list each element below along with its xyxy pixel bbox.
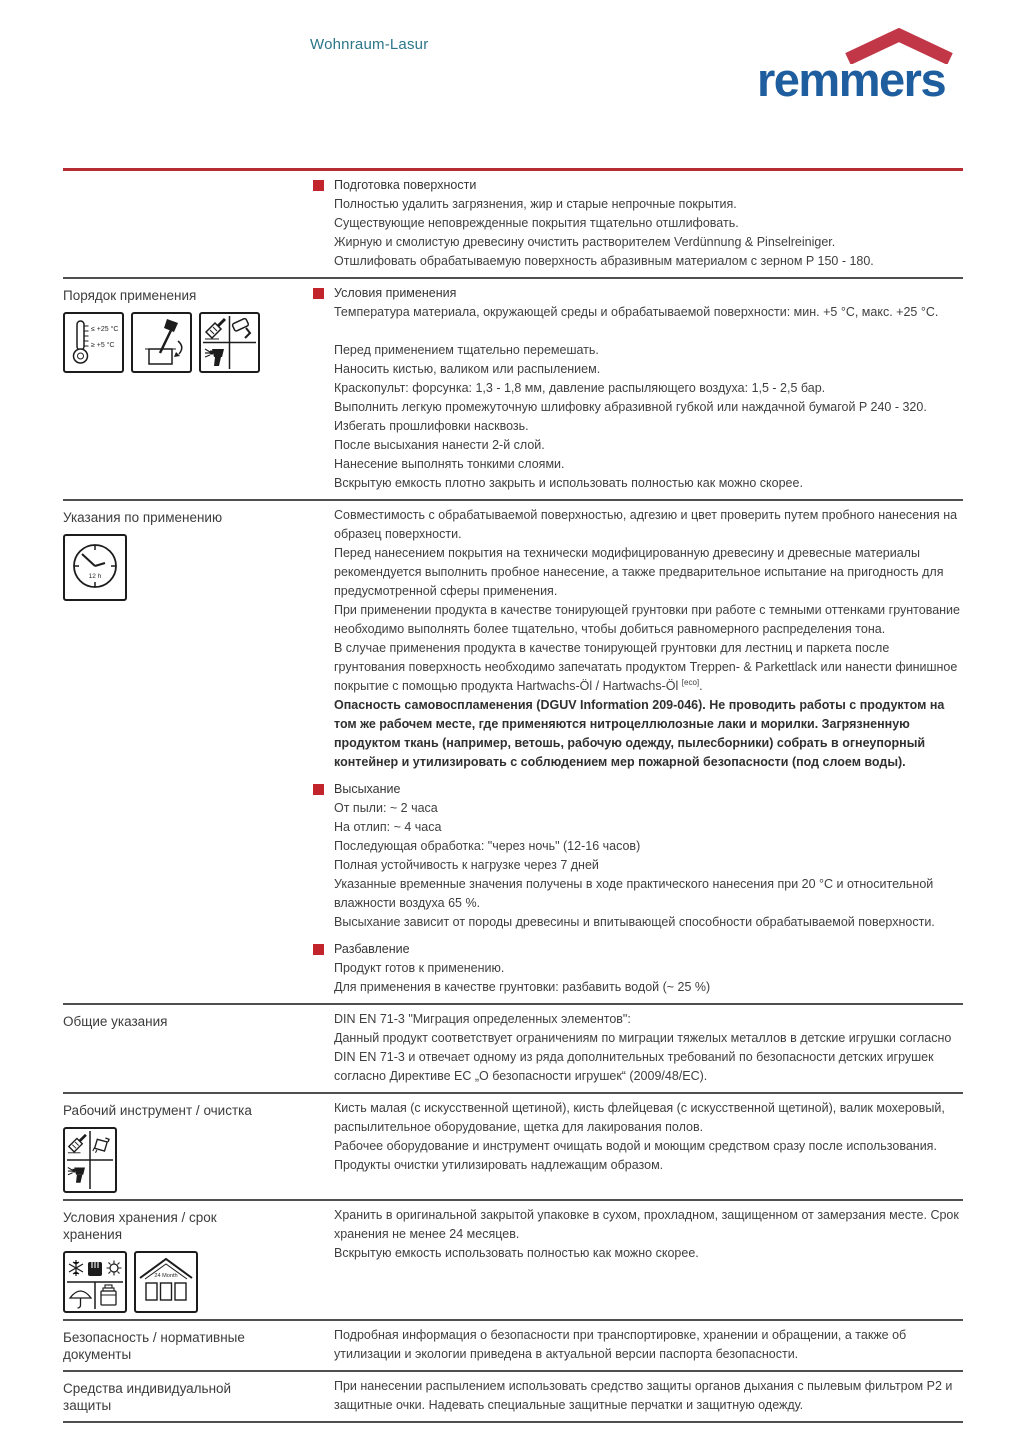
body-paragraph: Данный продукт соответствует ограничениям по миграции тяжелых металлов в детские игрушки согласно DIN EN 71-3 и отвечает одному из ряда дополнительных требований по безопасности детских игрушек согласно Директиве ЕС „О безопасности игрушек“ (2009/48/EC). (334, 1031, 952, 1083)
section-safety-documents (63, 1319, 963, 1370)
brand-logo (751, 26, 963, 114)
section-usage-notes (63, 499, 963, 1003)
subsection-title: Условия применения (334, 286, 457, 300)
body-line: Перед применением тщательно перемешать. (334, 343, 599, 357)
section-heading: Указания по применению (63, 510, 223, 525)
body-paragraph: Совместимость с обрабатываемой поверхностью, адгезию и цвет проверить путем пробного нанесения на образец поверхности. (334, 508, 958, 541)
application-methods-icon (199, 312, 260, 373)
eco-superscript: [eco] (681, 677, 700, 687)
svg-text:24 Month: 24 Month (154, 1273, 178, 1279)
datasheet-page (63, 0, 963, 1423)
body-line: Продукты очистки утилизировать надлежащим образом. (334, 1158, 664, 1172)
cleaning-tools-icon (63, 1127, 117, 1193)
svg-text:≥ +5 °C: ≥ +5 °C (91, 342, 115, 349)
body-line: Наносить кистью, валиком или распылением. (334, 362, 601, 376)
section-general-notes (63, 1003, 963, 1092)
page-header (63, 0, 963, 168)
body-line: Полностью удалить загрязнения, жир и старые непрочные покрытия. (334, 197, 737, 211)
body-paragraph (334, 639, 963, 696)
body-line: Указанные временные значения получены в ходе практического нанесения при 20 °C и относительной влажности воздуха 65 %. (334, 877, 934, 910)
body-line: Температура материала, окружающей среды и обрабатываемой поверхности: мин. +5 °C, макс. +25 °C. (334, 305, 939, 319)
body-line: Полная устойчивость к нагрузке через 7 дней (334, 858, 599, 872)
section-heading: Общие указания (63, 1014, 168, 1029)
doc-title: Wohnraum-Lasur (310, 36, 429, 53)
body-line: Нанесение выполнять тонкими слоями. (334, 457, 565, 471)
body-text: В случае применения продукта в качестве тонирующей грунтовки для лестниц и паркета после грунтования поверхность необходимо запечатать продуктом Treppen- & Parkettlack или нанести финишное покрытие с помощью продукта Hartwachs-Öl / Hartwachs-Öl (334, 641, 958, 693)
stir-before-use-icon (131, 312, 192, 373)
body-paragraph: При нанесении распылением использовать средство защиты органов дыхания с пылевым фильтром P2 и защитные очки. Надевать специальные защитные перчатки и защитную одежду. (334, 1379, 953, 1412)
body-paragraph: Подробная информация о безопасности при транспортировке, хранении и обращении, а также об утилизации и экологии приведена в актуальной версии паспорта безопасности. (334, 1328, 907, 1361)
dilution-block (334, 940, 963, 997)
body-paragraph: Перед нанесением покрытия на технически модифицированную древесину и древесные материалы рекомендуется выполнить пробное нанесение, а также предварительное испытание на пригодность для предусмотренной сферы применения. (334, 546, 944, 598)
body-paragraph: При применении продукта в качестве тонирующей грунтовки при работе с темными оттенками грунтование необходимо выполнять более тщательно, чтобы добиться равномерного распределения тона. (334, 603, 960, 636)
section-heading: Средства индивидуальной защиты (63, 1381, 232, 1413)
red-square-bullet-icon (313, 180, 324, 191)
clock-12h-icon (63, 534, 127, 601)
section-application-order (63, 277, 963, 499)
section-tools-cleaning (63, 1092, 963, 1199)
content (63, 168, 963, 1423)
section-heading: Условия хранения / срок хранения (63, 1210, 217, 1242)
body-line: Продукт готов к применению. (334, 961, 505, 975)
section-ppe (63, 1370, 963, 1423)
section-heading: Безопасность / нормативные документы (63, 1330, 245, 1362)
storage-conditions-icon (63, 1251, 127, 1313)
body-line: Существующие неповрежденные покрытия тщательно отшлифовать. (334, 216, 739, 230)
subsection-title: Высыхание (334, 782, 401, 796)
section-heading: Рабочий инструмент / очистка (63, 1103, 252, 1118)
body-line: Вскрытую емкость использовать полностью как можно скорее. (334, 1246, 699, 1260)
body-line: После высыхания нанести 2-й слой. (334, 438, 545, 452)
body-text: . (699, 679, 703, 693)
body-paragraph: Хранить в оригинальной закрытой упаковке в сухом, прохладном, защищенном от замерзания месте. Срок хранения не менее 24 месяцев. (334, 1208, 959, 1241)
body-line: Вскрытую емкость плотно закрыть и использовать полностью как можно скорее. (334, 476, 803, 490)
red-square-bullet-icon (313, 288, 324, 299)
red-square-bullet-icon (313, 784, 324, 795)
svg-text:≤ +25 °C: ≤ +25 °C (91, 326, 119, 333)
shelf-life-house-icon (134, 1251, 198, 1313)
svg-text:12 h: 12 h (88, 573, 102, 580)
body-line: DIN EN 71-3 "Миграция определенных элементов": (334, 1012, 631, 1026)
body-line: Краскопульт: форсунка: 1,3 - 1,8 мм, давление распыляющего воздуха: 1,5 - 2,5 бар. (334, 381, 826, 395)
temperature-range-icon (63, 312, 124, 373)
section-surface-preparation (63, 168, 963, 277)
body-paragraph: Кисть малая (с искусственной щетиной), кисть флейцевая (с искусственной щетиной), валик мохеровый, распылительное оборудование, щетка для лакирования полов. (334, 1101, 945, 1134)
red-square-bullet-icon (313, 944, 324, 955)
section-heading: Порядок применения (63, 288, 197, 303)
body-line: От пыли: ~ 2 часа (334, 801, 438, 815)
brand-wordmark: remmers (757, 53, 946, 106)
section-storage (63, 1199, 963, 1319)
body-line: Последующая обработка: "через ночь" (12-16 часов) (334, 839, 641, 853)
body-line: На отлип: ~ 4 часа (334, 820, 442, 834)
body-line: Жирную и смолистую древесину очистить растворителем Verdünnung & Pinselreiniger. (334, 235, 836, 249)
body-line: Выполнить легкую промежуточную шлифовку абразивной губкой или наждачной бумагой P 240 - 320. (334, 400, 927, 414)
subsection-title: Подготовка поверхности (334, 178, 477, 192)
subsection-title: Разбавление (334, 942, 410, 956)
warning-paragraph: Опасность самовоспламенения (DGUV Information 209-046). Не проводить работы с продуктом на том же рабочем месте, где применяются нитроцеллюлозные лаки и морилки. Загрязненную продуктом ткань (например, ветошь, рабочую одежду, пылесборники) собрать в огнеупорный контейнер и утилизировать с соблюдением мер пожарной безопасности (под слоем воды). (334, 698, 945, 769)
body-line: Для применения в качестве грунтовки: разбавить водой (~ 25 %) (334, 980, 711, 994)
drying-block (334, 780, 963, 932)
body-line: Отшлифовать обрабатываемую поверхность абразивным материалом с зерном P 150 - 180. (334, 254, 874, 268)
body-line: Избегать прошлифовки насквозь. (334, 419, 529, 433)
body-line: Высыхание зависит от породы древесины и впитывающей способности обрабатываемой поверхности. (334, 915, 935, 929)
body-line: Рабочее оборудование и инструмент очищать водой и моющим средством сразу после использования. (334, 1139, 937, 1153)
